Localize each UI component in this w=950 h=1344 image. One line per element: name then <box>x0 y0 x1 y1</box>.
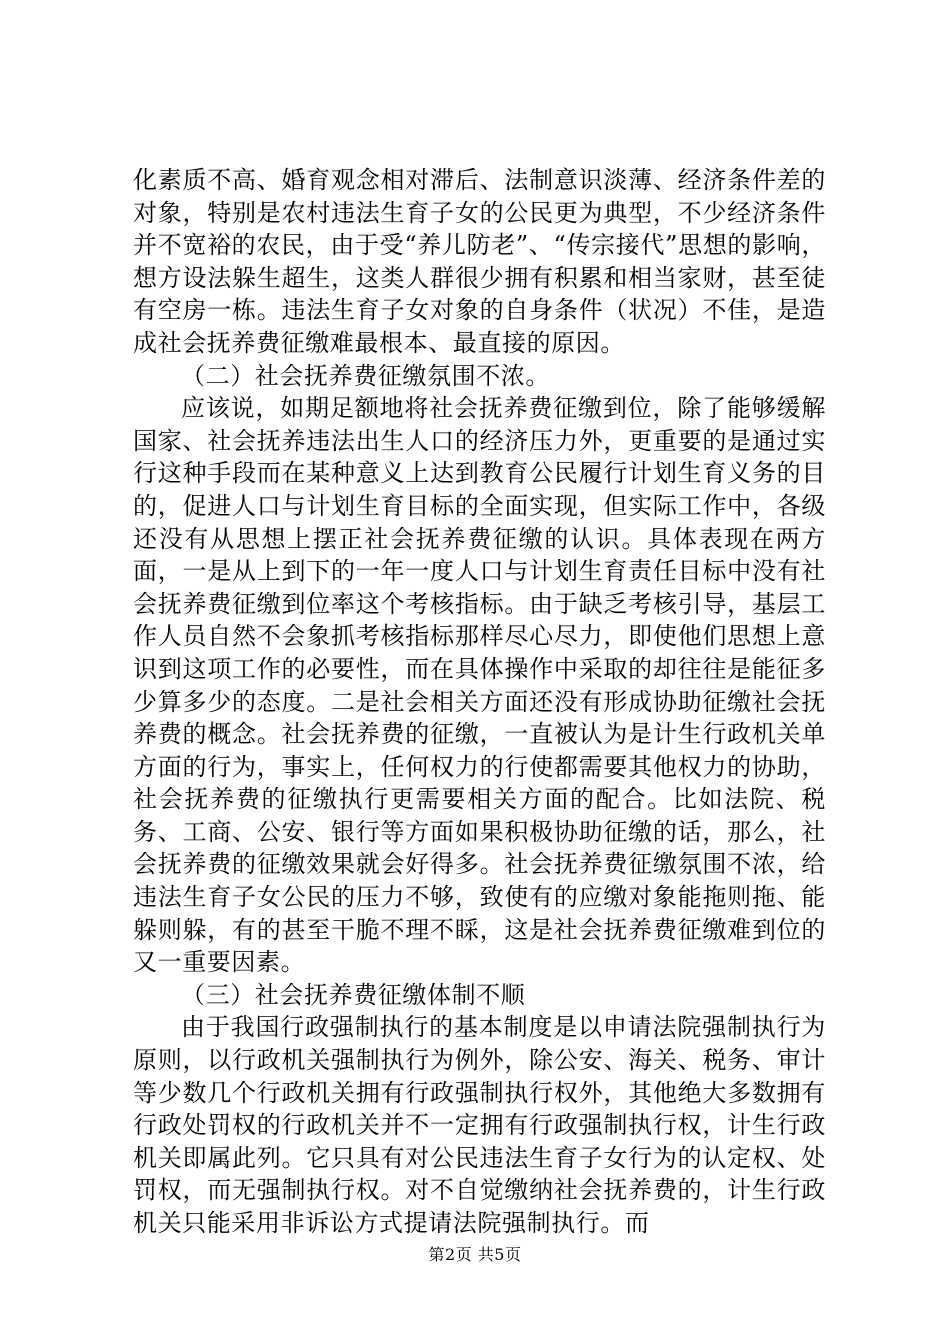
page-number-footer: 第2页 共5页 <box>428 1245 522 1264</box>
document-body <box>133 164 826 1240</box>
section-heading-3: （三）社会抚养费征缴体制不顺 <box>181 980 526 1009</box>
section-heading-2: （二）社会抚养费征缴氛围不浓。 <box>181 361 550 390</box>
paragraph-system: 由于我国行政强制执行的基本制度是以申请法院强制执行为原则，以行政机关强制执行为例外，除公安、海关、税务、审计等少数几个行政机关拥有行政强制执行权外，其他绝大多数拥有行政处罚权的行政机关并不一定拥有行政强制执行权，计生行政机关即属此列。它只具有对公民违法生育子女行为的认定权、处罚权，而无强制执行权。对不自觉缴纳社会抚养费的，计生行政机关只能采用非诉讼方式提请法院强制执行。而 <box>133 1013 826 1237</box>
paragraph-continuation: 化素质不高、婚育观念相对滞后、法制意识淡薄、经济条件差的对象，特别是农村违法生育子女的公民更为典型，不少经济条件并不宽裕的农民，由于受“养儿防老”、“传宗接代”思想的影响，想方设法躲生超生，这类人群很少拥有积累和相当家财，甚至徒有空房一栋。违法生育子女对象的自身条件（状况）不佳，是造成社会抚养费征缴难最根本、最直接的原因。 <box>133 166 826 357</box>
paragraph-atmosphere: 应该说，如期足额地将社会抚养费征缴到位，除了能够缓解国家、社会抚养违法出生人口的经济压力外，更重要的是通过实行这种手段而在某种意义上达到教育公民履行计划生育义务的目的，促进人口与计划生育目标的全面实现，但实际工作中，各级还没有从思想上摆正社会抚养费征缴的认识。具体表现在两方面，一是从上到下的一年一度人口与计划生育责任目标中没有社会抚养费征缴到位率这个考核指标。由于缺乏考核引导，基层工作人员自然不会象抓考核指标那样尽心尽力，即使他们思想上意识到这项工作的必要性，而在具体操作中采取的却往往是能征多少算多少的态度。二是社会相关方面还没有形成协助征缴社会抚养费的概念。社会抚养费的征缴，一直被认为是计生行政机关单方面的行为，事实上，任何权力的行使都需要其他权力的协助，社会抚养费的征缴执行更需要相关方面的配合。比如法院、税务、工商、公安、银行等方面如果积极协助征缴的话，那么，社会抚养费的征缴效果就会好得多。社会抚养费征缴氛围不浓，给违法生育子女公民的压力不够，致使有的应缴对象能拖则拖、能躲则躲，有的甚至干脆不理不睬，这是社会抚养费征缴难到位的又一重要因素。 <box>133 394 826 977</box>
